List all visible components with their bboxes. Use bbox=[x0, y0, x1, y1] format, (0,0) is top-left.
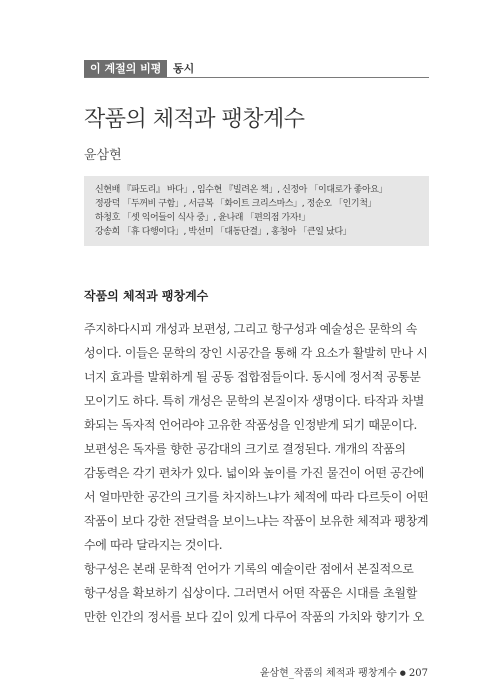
body-line: 수에 따라 달라지는 것이다. bbox=[84, 538, 223, 552]
page-title: 작품의 체적과 팽창계수 bbox=[84, 107, 305, 132]
category-label: 동시 bbox=[173, 62, 195, 75]
section-tag: 이 계절의 비평 bbox=[84, 60, 167, 77]
body-line: 보편성은 독자를 향한 공감대의 크기로 결정된다. 개개의 작품의 bbox=[84, 442, 406, 456]
body-line: 감동력은 각기 편차가 있다. 넓이와 높이를 가진 물건이 어떤 공간에 bbox=[84, 466, 425, 480]
header-bar bbox=[84, 60, 429, 78]
body-line: 너지 효과를 발휘하게 될 공동 접합점들이다. 동시에 정서적 공통분 bbox=[84, 370, 421, 384]
page-number: 207 bbox=[408, 668, 428, 679]
body-line: 항구성은 본래 문학적 언어가 기록의 예술이란 점에서 본질적으로 bbox=[84, 562, 414, 576]
body-line: 항구성을 확보하기 십상이다. 그러면서 어떤 작품은 시대를 초월할 bbox=[84, 586, 418, 600]
reviewed-works-line: 정광덕 「두꺼비 구함」, 서금복 「화이트 크리스마스」, 정순오 「인기척」 bbox=[95, 199, 377, 209]
reviewed-works-box bbox=[84, 176, 429, 246]
body-line: 모이기도 하다. 특히 개성은 문학의 본질이자 생명이다. 타작과 차별 bbox=[84, 394, 425, 408]
reviewed-works-line: 강송희 「휴 다행이다」, 박선미 「대동단결」, 홍청아 「큰일 났다」 bbox=[95, 227, 352, 237]
section-heading: 작품의 체적과 팽창계수 bbox=[84, 289, 209, 303]
body-line: 화되는 독자적 언어라야 고유한 작품성을 인정받게 되기 때문이다. bbox=[84, 418, 418, 432]
body-line: 작품이 보다 강한 전달력을 보이느냐는 작품이 보유한 체적과 팽창계 bbox=[84, 514, 429, 528]
body-line: 만한 인간의 정서를 보다 깊이 있게 다루어 작품의 가치와 향기가 오 bbox=[84, 610, 425, 624]
author-name: 윤삼현 bbox=[84, 148, 122, 163]
reviewed-works-line: 신현배 『파도리』 바다」, 임수현 『빌려온 책」, 신정아 「이대로가 좋아요」 bbox=[95, 185, 388, 195]
bullet-icon: ● bbox=[399, 669, 406, 677]
page-footer bbox=[260, 664, 428, 679]
reviewed-works-line: 하청호 「셋 익어들이 식사 중」, 윤나래 「편의점 가자!」 bbox=[95, 213, 310, 223]
body-line: 서 얼마만한 공간의 크기를 차지하느냐가 체적에 따라 다르듯이 어떤 bbox=[84, 490, 429, 504]
body-line: 주지하다시피 개성과 보편성, 그리고 항구성과 예술성은 문학의 속 bbox=[84, 322, 418, 336]
running-footer-title: 윤삼현_작품의 체적과 팽창계수 bbox=[259, 668, 397, 679]
body-line: 성이다. 이들은 문학의 장인 시공간을 통해 각 요소가 활발히 만나 시 bbox=[84, 346, 428, 360]
